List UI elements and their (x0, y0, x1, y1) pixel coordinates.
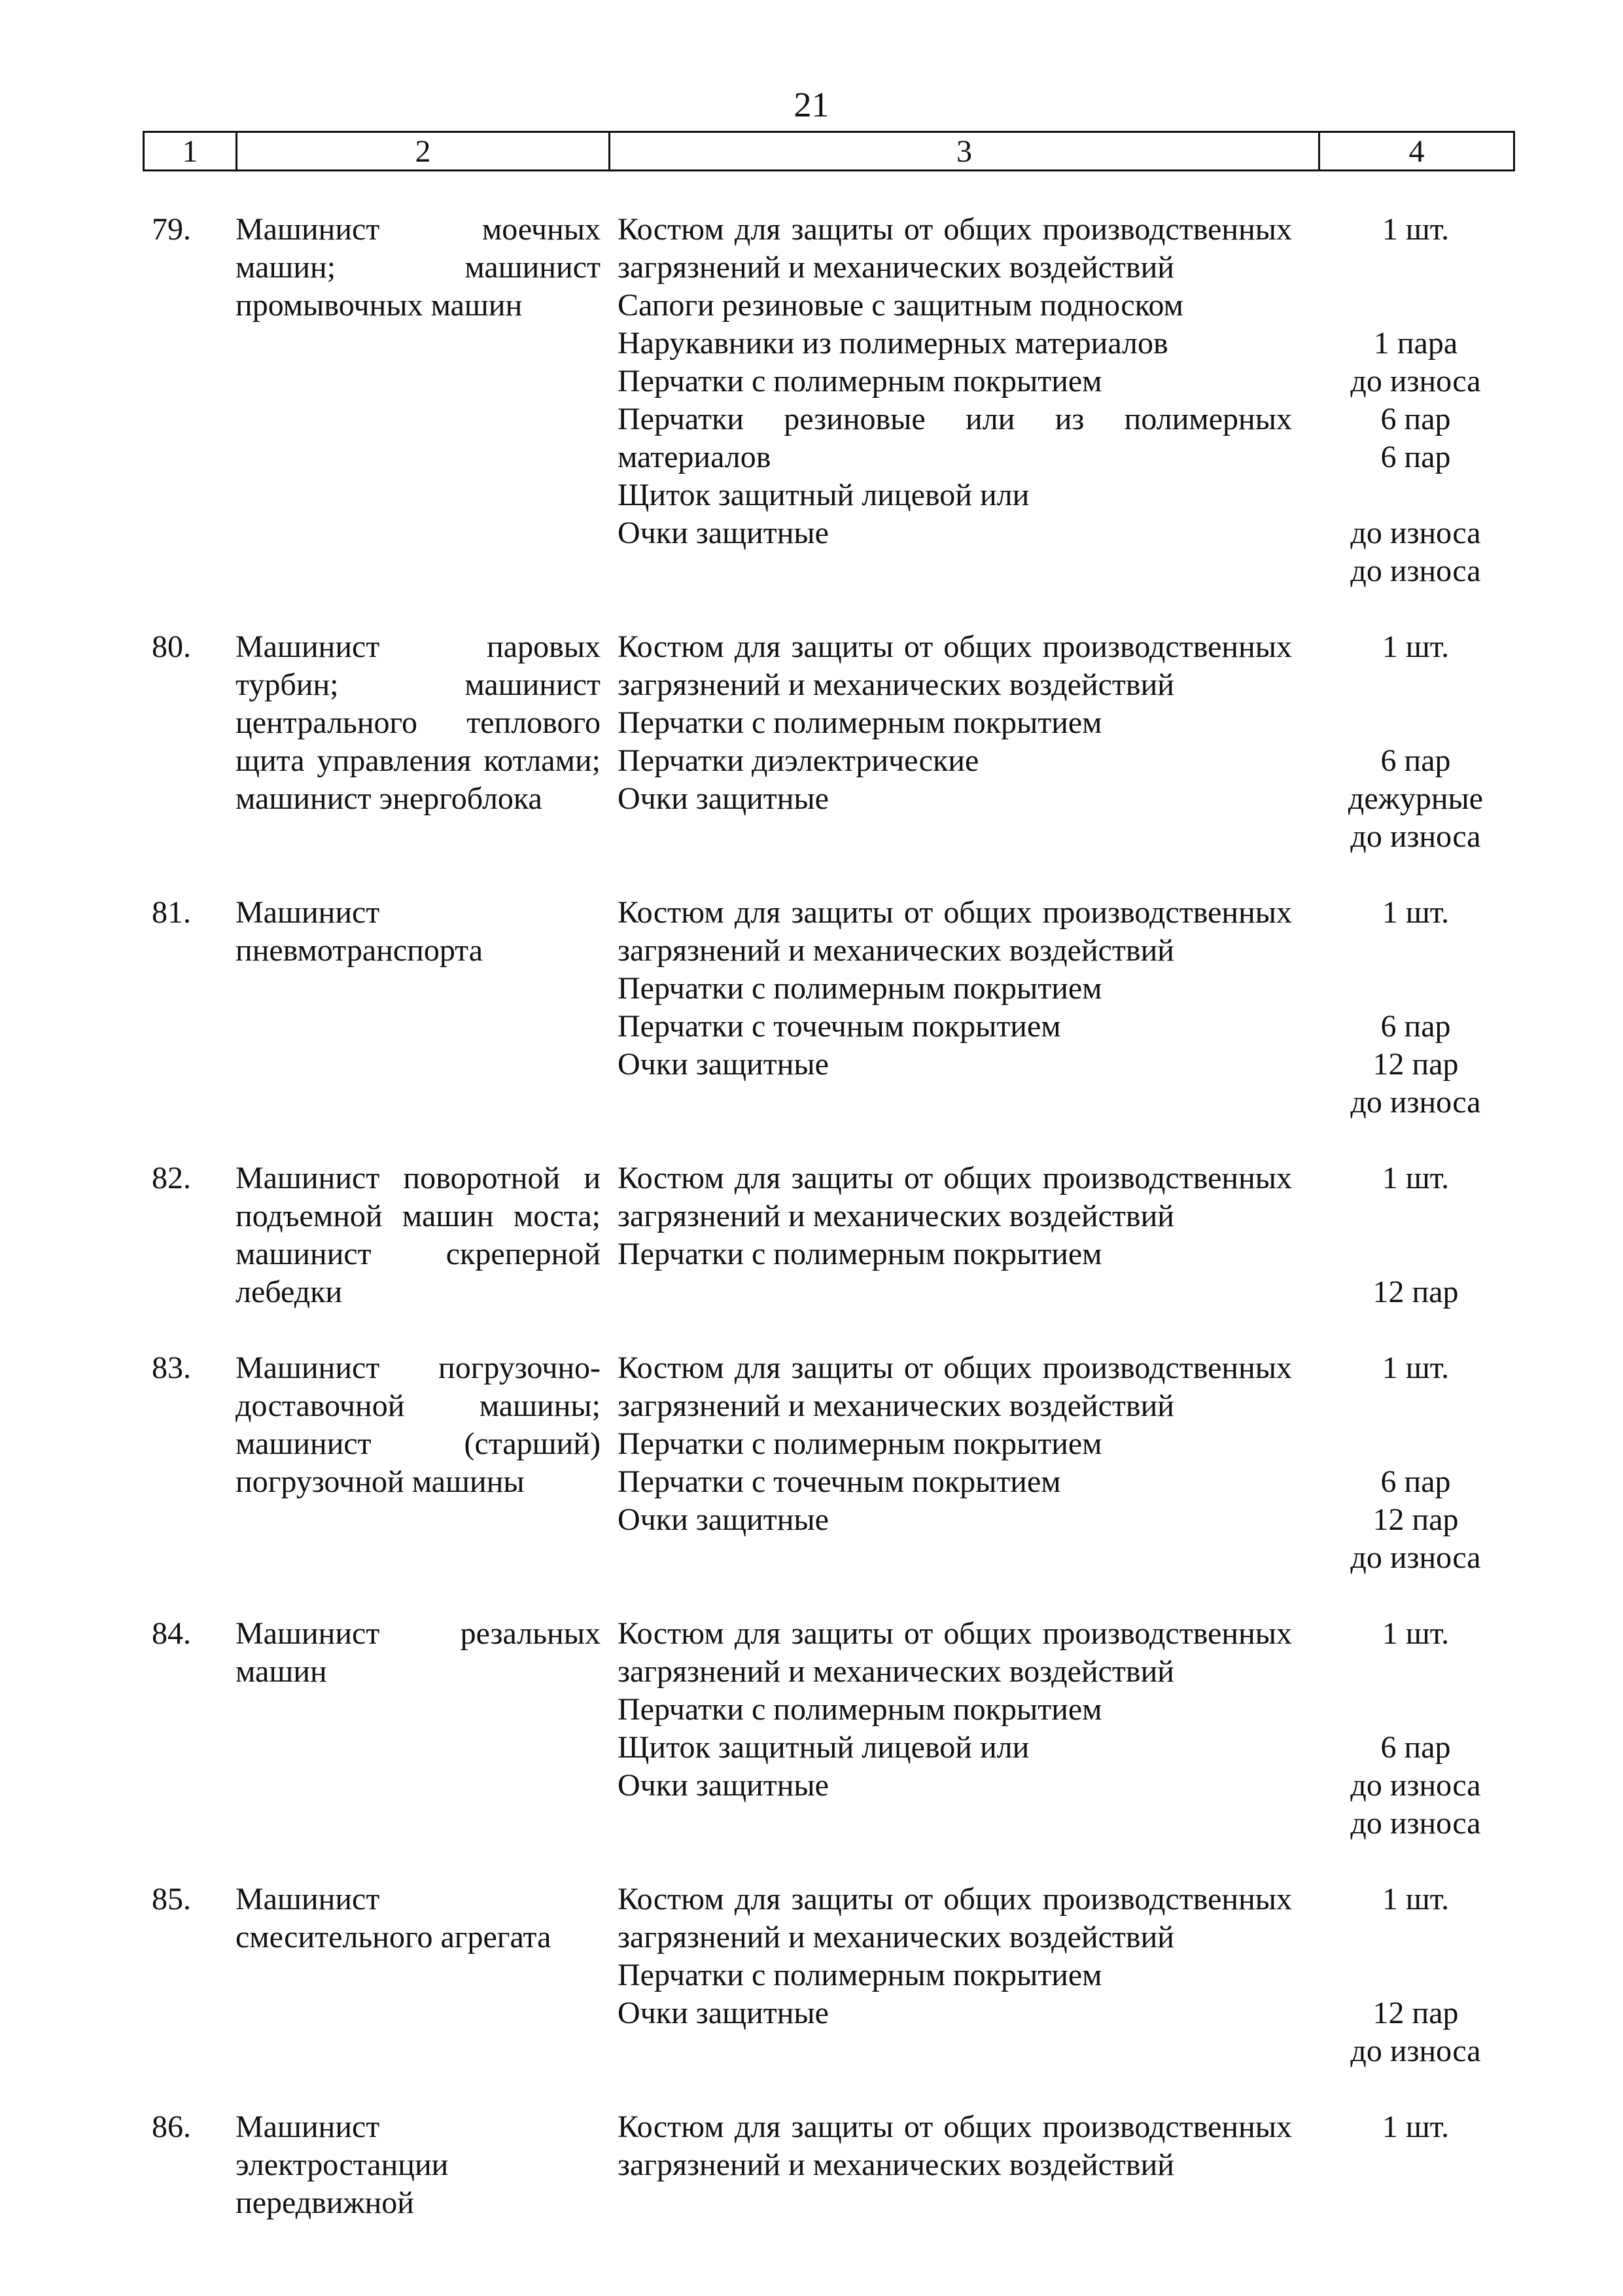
ppe-item: Перчатки с полимерным покрытием (618, 1958, 1102, 1992)
ppe-items (608, 628, 1318, 856)
ppe-quantity: 1 шт. (1382, 1351, 1450, 1385)
ppe-item: Очки защитные (618, 1502, 829, 1537)
ppe-quantity: дежурные (1348, 781, 1484, 816)
ppe-quantity: до износа (1350, 2034, 1481, 2068)
ppe-items (608, 2108, 1318, 2222)
page-number: 21 (794, 85, 829, 124)
ppe-item: Костюм для защиты от общих производственных загрязнений и механических воздействий (618, 2110, 1292, 2182)
ppe-quantity: 1 шт. (1382, 1616, 1450, 1651)
ppe-item: Перчатки с полимерным покрытием (618, 364, 1102, 398)
ppe-item: Щиток защитный лицевой или (618, 1730, 1030, 1765)
ppe-items (608, 1881, 1318, 2070)
profession-title: Машинист электростанции передвижной (236, 2110, 449, 2220)
table-row (143, 1159, 1513, 1311)
ppe-quantities (1318, 1881, 1513, 2070)
ppe-quantity: 1 шт. (1382, 1161, 1450, 1195)
entry-number: 81. (152, 895, 191, 930)
ppe-item: Перчатки диэлектрические (618, 743, 979, 778)
profession-title: Машинист поворотной и подъемной машин моста; машинист скреперной лебедки (236, 1161, 601, 1309)
ppe-quantity: 12 пар (1372, 1996, 1459, 2030)
column-header-2: 2 (237, 132, 610, 171)
ppe-item: Очки защитные (618, 516, 829, 550)
ppe-quantity: до износа (1350, 1768, 1481, 1803)
table-row (143, 211, 1513, 590)
ppe-quantity: до износа (1350, 554, 1481, 588)
table-row (143, 894, 1513, 1122)
ppe-item: Очки защитные (618, 1996, 829, 2030)
ppe-quantity: 6 пар (1380, 1464, 1451, 1499)
ppe-item: Костюм для защиты от общих производственных загрязнений и механических воздействий (618, 629, 1292, 702)
ppe-item: Перчатки с точечным покрытием (618, 1464, 1061, 1499)
ppe-quantity: 12 пар (1372, 1275, 1459, 1309)
table-row (143, 1615, 1513, 1843)
ppe-items (608, 211, 1318, 590)
entries-list (143, 211, 1513, 2260)
ppe-item: Костюм для защиты от общих производственных загрязнений и механических воздействий (618, 1351, 1292, 1423)
ppe-quantity: 6 пар (1380, 1730, 1451, 1765)
profession-title: Машинист смесительного агрегата (236, 1882, 551, 1954)
ppe-quantity: 6 пар (1380, 743, 1451, 778)
profession-title: Машинист пневмотранспорта (236, 895, 483, 968)
ppe-quantity: 1 шт. (1382, 629, 1450, 664)
ppe-item: Костюм для защиты от общих производственных загрязнений и механических воздействий (618, 1882, 1292, 1954)
ppe-quantities (1318, 1159, 1513, 1311)
ppe-item: Костюм для защиты от общих производственных загрязнений и механических воздействий (618, 1616, 1292, 1689)
ppe-quantity: 6 пар (1380, 402, 1451, 436)
ppe-item: Сапоги резиновые с защитным подноском (618, 288, 1183, 323)
ppe-item: Перчатки с полимерным покрытием (618, 1692, 1102, 1727)
entry-number: 79. (152, 212, 191, 247)
entry-number: 83. (152, 1351, 191, 1385)
ppe-item: Очки защитные (618, 781, 829, 816)
profession-title: Машинист паровых турбин; машинист центрального теплового щита управления котлами; машинист энергоблока (236, 629, 601, 816)
entry-number: 86. (152, 2110, 191, 2144)
ppe-quantity: до износа (1350, 819, 1481, 854)
ppe-quantity: до износа (1350, 364, 1481, 398)
ppe-item: Перчатки с полимерным покрытием (618, 1237, 1102, 1271)
table-row (143, 1349, 1513, 1577)
entry-number: 85. (152, 1882, 191, 1916)
ppe-quantities (1318, 1615, 1513, 1843)
column-header-row (144, 132, 1514, 171)
ppe-quantity: 6 пар (1380, 440, 1451, 474)
table-row (143, 2108, 1513, 2222)
ppe-item: Очки защитные (618, 1047, 829, 1082)
column-header-1: 1 (144, 132, 237, 171)
entry-number: 82. (152, 1161, 191, 1195)
ppe-item: Перчатки с точечным покрытием (618, 1009, 1061, 1044)
ppe-items (608, 1349, 1318, 1577)
ppe-item: Перчатки с полимерным покрытием (618, 971, 1102, 1006)
profession-title: Машинист моечных машин; машинист промывочных машин (236, 212, 601, 323)
ppe-quantities (1318, 2108, 1513, 2222)
entry-number: 84. (152, 1616, 191, 1651)
ppe-quantity: 12 пар (1372, 1502, 1459, 1537)
ppe-item: Костюм для защиты от общих производственных загрязнений и механических воздействий (618, 212, 1292, 285)
ppe-quantity: 1 шт. (1382, 895, 1450, 930)
ppe-item: Перчатки с полимерным покрытием (618, 705, 1102, 740)
ppe-items (608, 894, 1318, 1122)
ppe-quantities (1318, 628, 1513, 856)
ppe-quantity: до износа (1350, 516, 1481, 550)
ppe-item: Костюм для защиты от общих производственных загрязнений и механических воздействий (618, 1161, 1292, 1233)
ppe-quantity: 1 шт. (1382, 212, 1450, 247)
ppe-quantity: 12 пар (1372, 1047, 1459, 1082)
table-row (143, 1881, 1513, 2070)
profession-title: Машинист резальных машин (236, 1616, 601, 1689)
ppe-item: Щиток защитный лицевой или (618, 478, 1030, 512)
ppe-item: Очки защитные (618, 1768, 829, 1803)
ppe-item: Перчатки с полимерным покрытием (618, 1426, 1102, 1461)
ppe-quantity: 1 шт. (1382, 1882, 1450, 1916)
ppe-item: Нарукавники из полимерных материалов (618, 326, 1168, 361)
ppe-quantity: 1 пара (1373, 326, 1458, 361)
ppe-item: Перчатки резиновые или из полимерных материалов (618, 402, 1292, 474)
column-header-4: 4 (1319, 132, 1514, 171)
ppe-items (608, 1615, 1318, 1843)
ppe-quantities (1318, 1349, 1513, 1577)
ppe-quantity: 1 шт. (1382, 2110, 1450, 2144)
ppe-quantities (1318, 894, 1513, 1122)
profession-title: Машинист погрузочно-доставочной машины; машинист (старший) погрузочной машины (236, 1351, 601, 1499)
entry-number: 80. (152, 629, 191, 664)
table-row (143, 628, 1513, 856)
ppe-items (608, 1159, 1318, 1311)
ppe-quantity: до износа (1350, 1806, 1481, 1841)
ppe-quantity: до износа (1350, 1540, 1481, 1575)
ppe-quantity: до износа (1350, 1085, 1481, 1120)
ppe-quantities (1318, 211, 1513, 590)
ppe-quantity: 6 пар (1380, 1009, 1451, 1044)
column-header-table (143, 131, 1515, 171)
ppe-item: Костюм для защиты от общих производственных загрязнений и механических воздействий (618, 895, 1292, 968)
column-header-3: 3 (610, 132, 1319, 171)
